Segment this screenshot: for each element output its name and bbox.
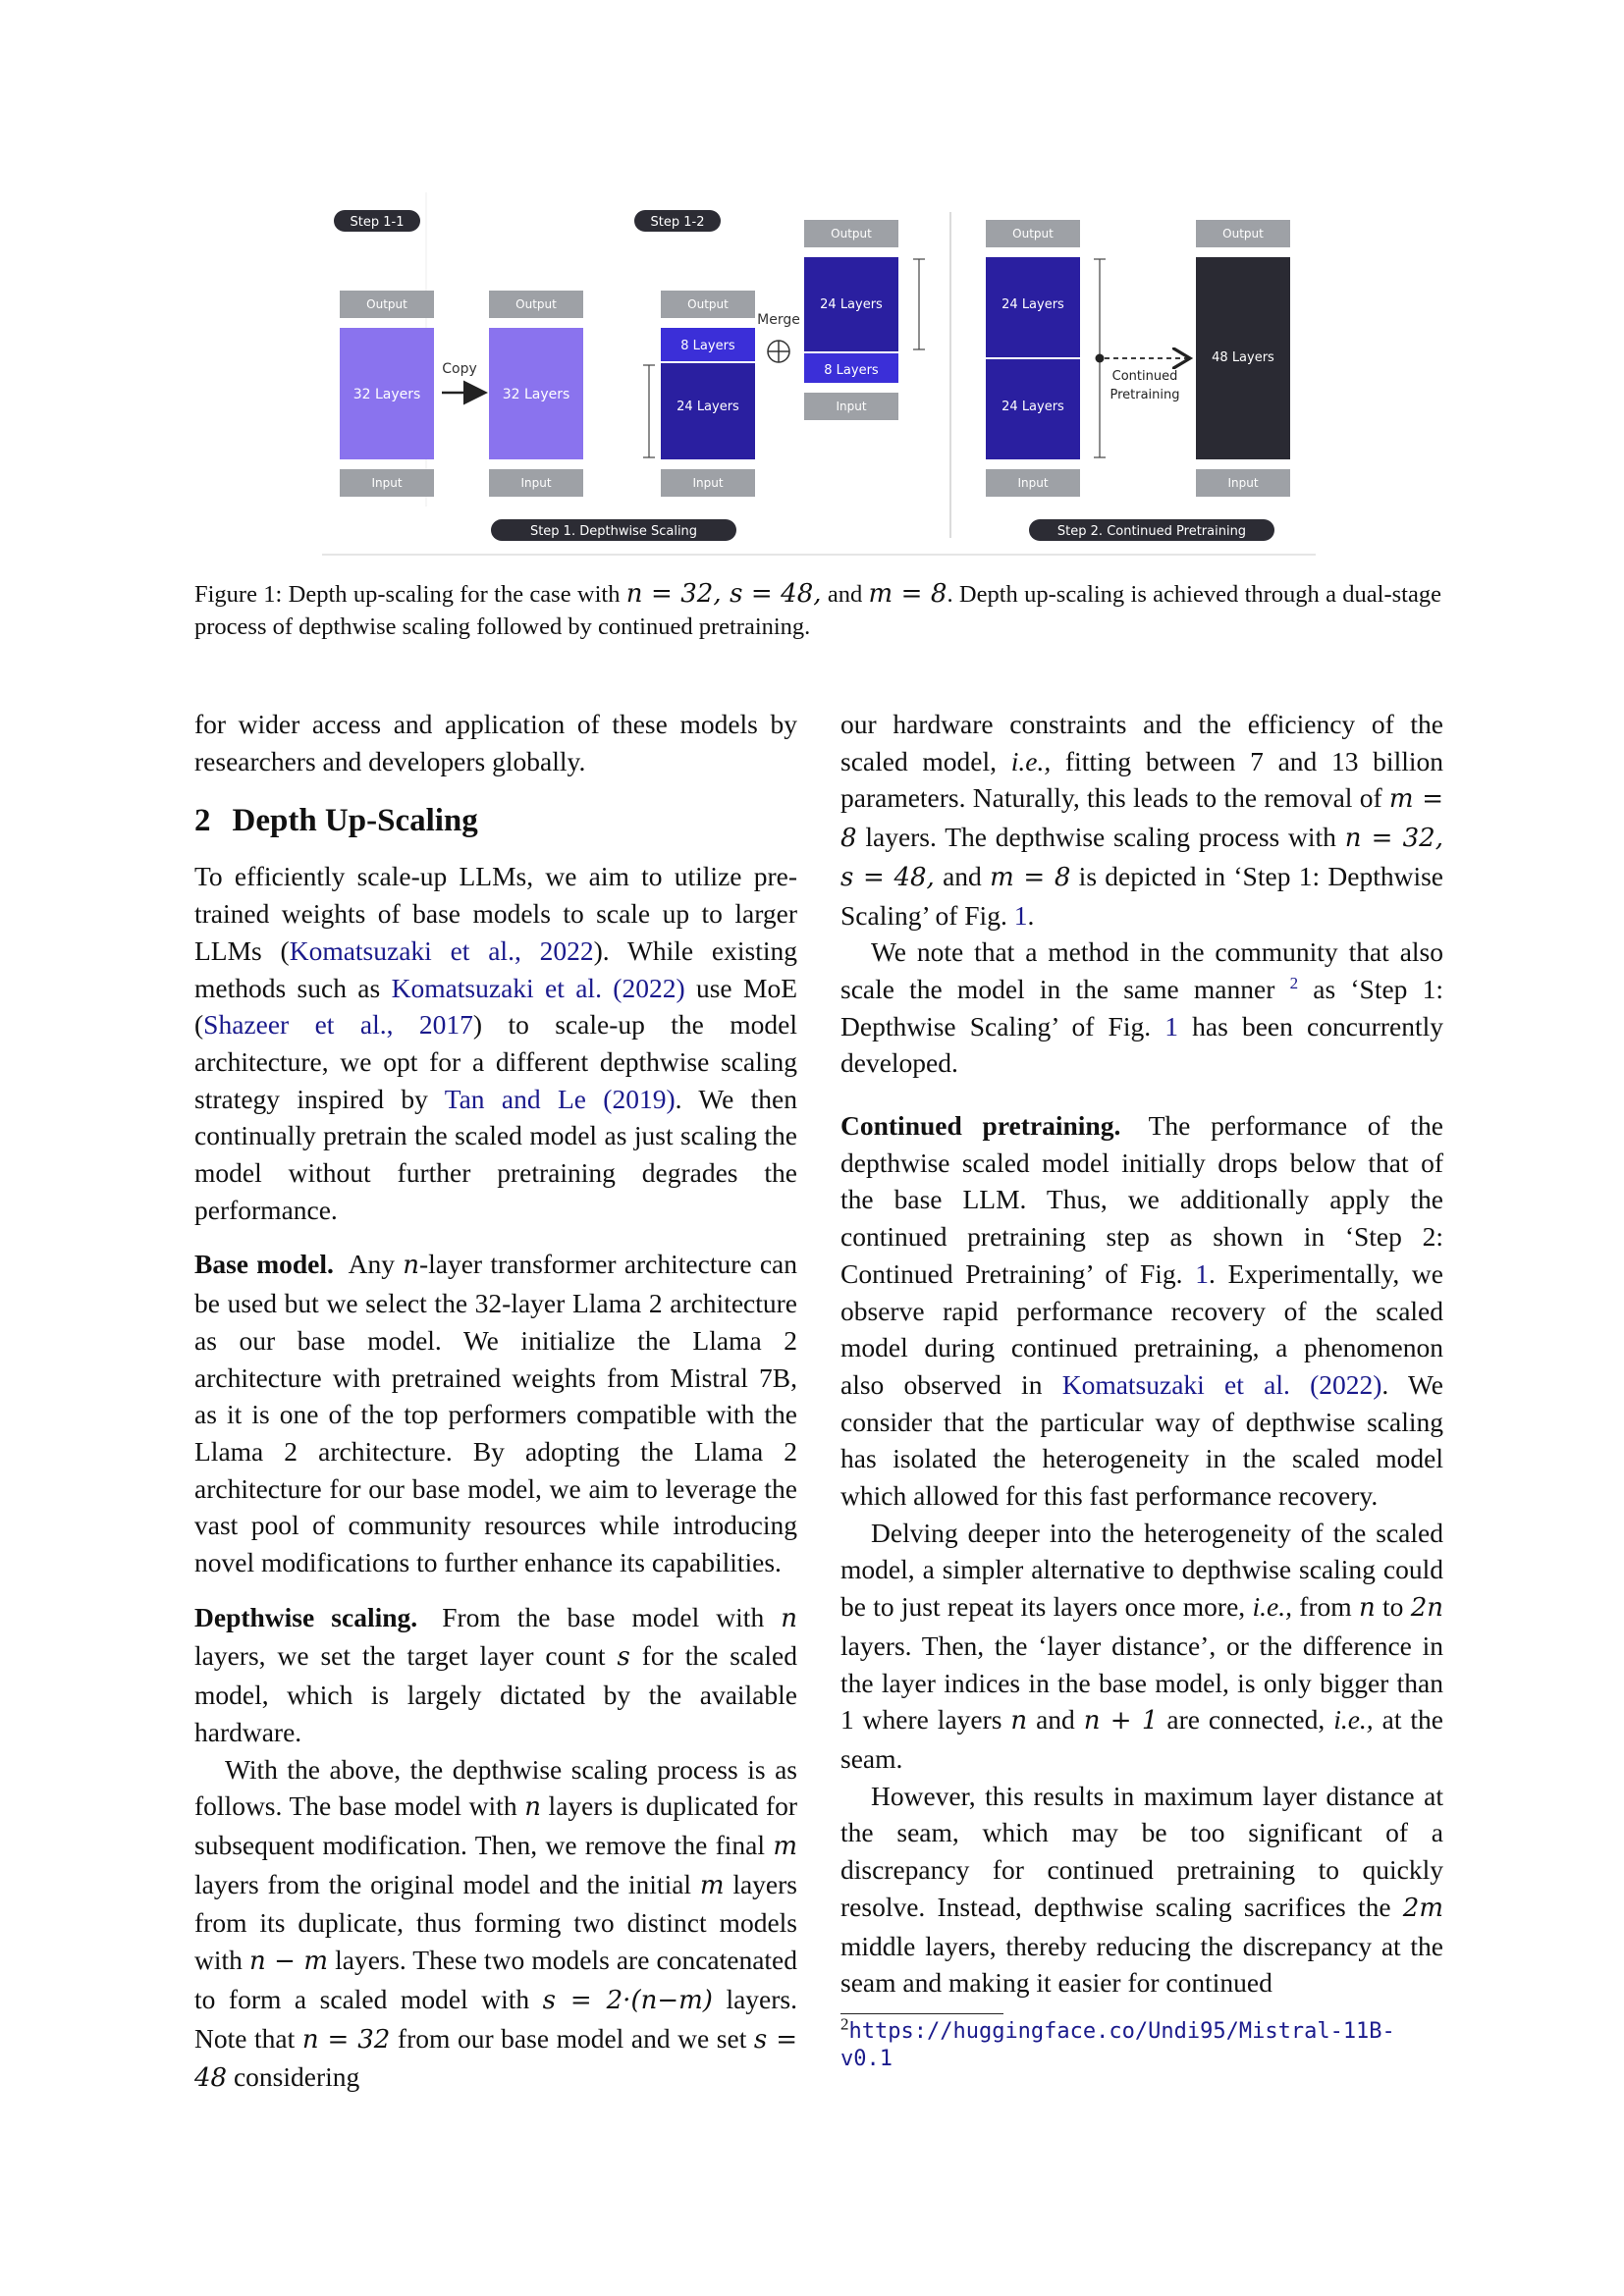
section-heading [194, 801, 797, 840]
layers-8-label: 8 Layers [680, 339, 735, 353]
paragraph: To efficiently scale-up LLMs, we aim to utilize pre-trained weights of base models to scale up to larger LLMs (Komatsuzaki et al., 2022). While existing methods such as Komatsuzaki et al. (2022) use MoE (Shazeer et al., 2017) to scale-up the model architecture, we opt for a different depthwise scaling strategy inspired by Tan and Le (2019). We then continually pretrain the scaled model as just scaling the model without further pretraining degrades the performance. [194, 861, 798, 1225]
caption-text: and [821, 581, 869, 608]
input-label: Input [836, 400, 867, 413]
left-column [194, 706, 797, 2098]
caption-text: Figure 1: Depth up-scaling for the case with [194, 581, 626, 608]
figure-link[interactable]: 1 [1013, 899, 1028, 931]
paragraph: With the above, the depthwise scaling process is as follows. The base model with n layers is duplicated for subsequent modification. Then, we remove the final m layers from the original model and the initial m layers from its duplicate, thus forming two distinct models with n − m layers. These two models are concatenated to form a scaled model with s = 2·(n−m) layers. Note that n = 32 from our base model and we set s = 48 considering [194, 1753, 798, 2094]
step-1-1-label: Step 1-1 [350, 215, 405, 230]
output-label: Output [366, 297, 407, 311]
figure-caption [194, 578, 1441, 643]
output-label: Output [831, 227, 872, 240]
input-label: Input [1227, 476, 1259, 490]
run-in-heading: Continued pretraining. [840, 1110, 1121, 1142]
figure-1 [322, 192, 1316, 556]
depth-upscaling-diagram [322, 192, 1316, 556]
right-column [840, 706, 1443, 2073]
paragraph: our hardware constraints and the efficiency of the scaled model, i.e., fitting between 7 and 13 billion parameters. Naturally, this leads to the removal of m = 8 layers. The depthwise scaling process with n = 32, s = 48, and m = 8 is depicted in ‘Step 1: Depthwise Scaling’ of Fig. 1. [840, 709, 1443, 931]
paragraph: Depthwise scaling. From the base model with n layers, we set the target layer count s for the scaled model, which is largely dictated by the available hardware. [194, 1601, 798, 1747]
figure-link[interactable]: 1 [1195, 1257, 1209, 1289]
layers-24-label: 24 Layers [820, 297, 883, 312]
footnote-url[interactable]: https://huggingface.co/Undi95/Mistral-11B-v0.1 [840, 2018, 1395, 2071]
layers-8-label: 8 Layers [824, 363, 879, 378]
citation-link[interactable]: Komatsuzaki et al., 2022 [289, 934, 594, 966]
footnote [840, 2014, 1443, 2073]
output-label: Output [1222, 227, 1264, 240]
step-1-banner-label: Step 1. Depthwise Scaling [529, 524, 698, 539]
footnote-rule [840, 2013, 1003, 2014]
input-label: Input [371, 476, 403, 490]
citation-link[interactable]: Tan and Le (2019) [444, 1083, 676, 1114]
footnote-link[interactable]: 2 [1289, 973, 1299, 992]
step-2-banner-label: Step 2. Continued Pretraining [1056, 524, 1247, 539]
paragraph: Base model. Any n-layer transformer architecture can be used but we select the 32-layer Llama 2 architecture as our base model. We initialize the Llama 2 architecture with pretrained weights from Mistral 7B, as it is one of the top performers compatible with the Llama 2 architecture. By adopting the Llama 2 architecture for our base model, we aim to leverage the vast pool of community resources while introducing novel modifications to further enhance its capabilities. [194, 1249, 797, 1578]
section-title: Depth Up-Scaling [232, 803, 478, 839]
paragraph: However, this results in maximum layer distance at the seam, which may be too significant of a discrepancy for continued pretraining to quickly resolve. Instead, depthwise scaling sacrifices the 2m middle layers, thereby reducing the discrepancy at the seam and making it easier for continued [840, 1780, 1443, 1999]
caption-math: m = 8 [868, 579, 947, 609]
paragraph: We note that a method in the community that also scale the model in the same manner $^2$ as ‘Step 1: Depthwise Scaling’ of Fig. 1 has been concurrently developed. [840, 936, 1443, 1079]
layers-24-label: 24 Layers [1001, 297, 1064, 312]
citation-link[interactable]: Shazeer et al., 2017 [203, 1009, 473, 1041]
layers-24-label: 24 Layers [1001, 400, 1064, 414]
input-label: Input [1017, 476, 1049, 490]
layers-24-label: 24 Layers [677, 400, 739, 414]
pretraining-label: Pretraining [1110, 388, 1180, 402]
figure-link[interactable]: 1 [1164, 1010, 1179, 1041]
section-number: 2 [194, 803, 211, 839]
citation-link[interactable]: Komatsuzaki et al. (2022) [1061, 1368, 1382, 1400]
layers-48-label: 48 Layers [1212, 350, 1274, 365]
merge-label: Merge [757, 312, 800, 328]
run-in-heading: Base model. [194, 1249, 334, 1280]
output-label: Output [1012, 227, 1054, 240]
footnote-number: 2 [840, 2014, 849, 2034]
run-in-heading: Depthwise scaling. [194, 1601, 418, 1632]
citation-link[interactable]: Komatsuzaki et al. (2022) [391, 972, 685, 1003]
paragraph: for wider access and application of these models by researchers and developers globally. [194, 709, 797, 776]
copy-label: Copy [442, 361, 477, 377]
layers-32-label: 32 Layers [352, 387, 421, 402]
caption-text: . Depth up-scaling is achieved through a dual-stage process of depthwise scaling followed by continued pretraining. [194, 581, 1441, 640]
continued-label: Continued [1111, 369, 1178, 384]
caption-math: n = 32, s = 48, [625, 579, 822, 609]
output-label: Output [687, 297, 729, 311]
layers-32-label: 32 Layers [502, 387, 570, 402]
input-label: Input [520, 476, 552, 490]
step-1-2-label: Step 1-2 [650, 215, 705, 230]
output-label: Output [515, 297, 557, 311]
paragraph: Continued pretraining. The performance of the depthwise scaled model initially drops below that of the base LLM. Thus, we additionally apply the continued pretraining step as shown in ‘Step 2: Continued Pretraining’ of Fig. 1. Experimentally, we observe rapid performance recovery of the scaled model during continued pretraining, a phenomenon also observed in Komatsuzaki et al. (2022). We consider that the particular way of depthwise scaling has isolated the heterogeneity in the scaled model which allowed for this fast performance recovery. [840, 1110, 1444, 1512]
input-label: Input [692, 476, 724, 490]
paragraph: Delving deeper into the heterogeneity of the scaled model, a simpler alternative to depthwise scaling could be to just repeat its layers once more, i.e., from n to 2n layers. Then, the ‘layer distance’, or the difference in the layer indices in the base model, is only bigger than 1 where layers n and n + 1 are connected, i.e., at the seam. [840, 1517, 1443, 1774]
